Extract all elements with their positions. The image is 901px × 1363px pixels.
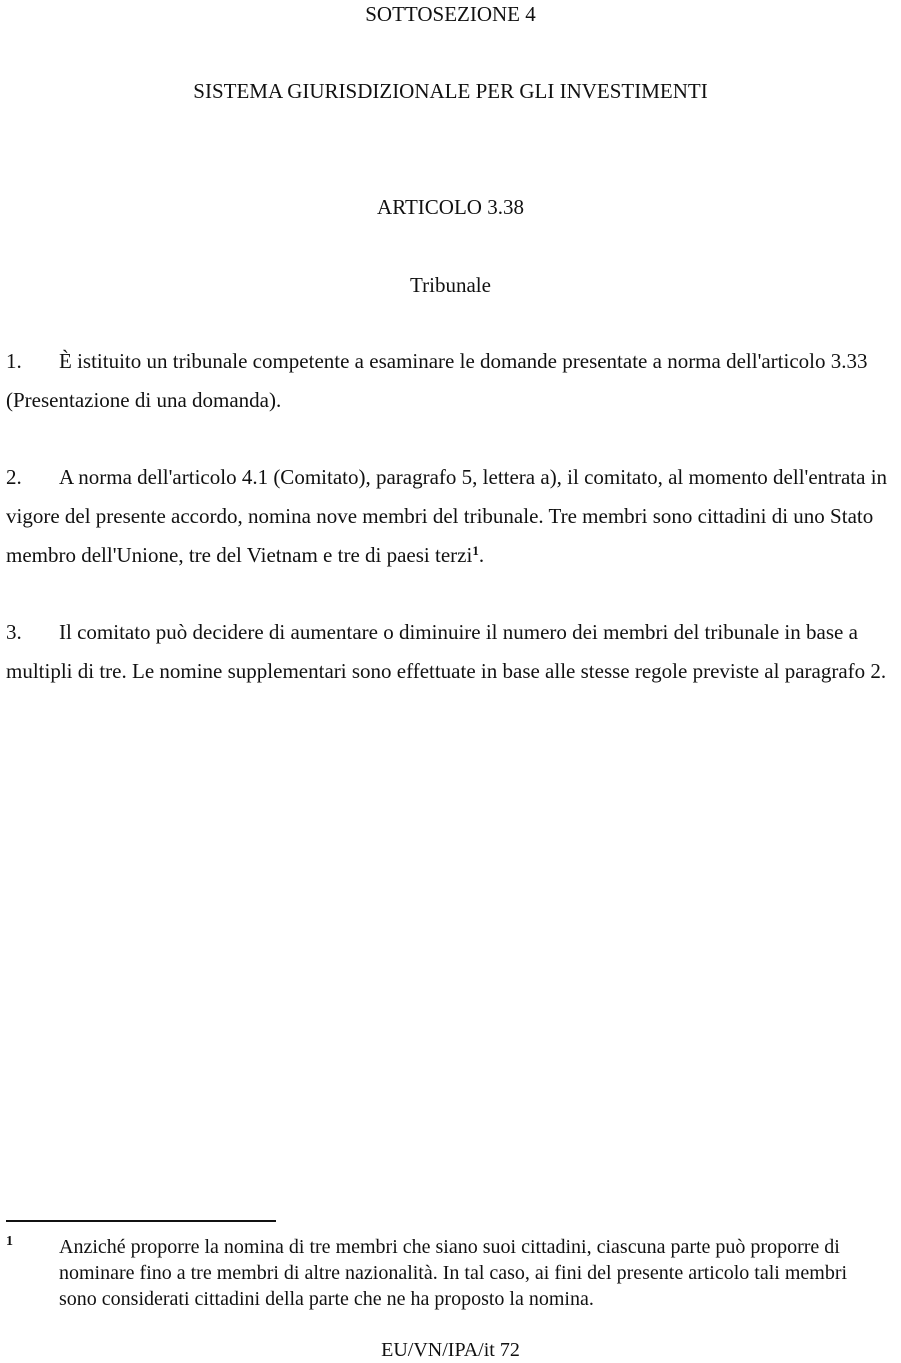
paragraph-number: 1. xyxy=(6,349,22,373)
subsection-heading: SOTTOSEZIONE 4 xyxy=(365,2,536,26)
paragraph-text: A norma dell'articolo 4.1 (Comitato), paragrafo 5, lettera a), il comitato, al momento dell'entrata in vigore del presente accordo, nomina nove membri del tribunale. Tre membri sono cittadini di uno Stato membro dell'Unione, tre del Vietnam e tre di paesi terzi xyxy=(6,465,888,567)
paragraph-3 xyxy=(6,613,901,691)
paragraph-1 xyxy=(6,342,901,420)
paragraph-text: Il comitato può decidere di aumentare o diminuire il numero dei membri del tribunale in base a multipli di tre. Le nomine supplementari sono effettuate in base alle stesse regole previste al paragrafo 2. xyxy=(6,620,887,683)
paragraph-text: È istituito un tribunale competente a esaminare le domande presentate a norma dell'articolo 3.33 (Presentazione di una domanda). xyxy=(6,349,868,412)
paragraph-2 xyxy=(6,458,901,575)
paragraph-text-tail: . xyxy=(478,543,485,567)
paragraph-number: 2. xyxy=(6,465,22,489)
paragraph-number: 3. xyxy=(6,620,22,644)
page-footer: EU/VN/IPA/it 72 xyxy=(381,1339,520,1361)
footnote-separator xyxy=(6,1220,276,1222)
subsection-title: SISTEMA GIURISDIZIONALE PER GLI INVESTIMENTI xyxy=(193,79,708,103)
article-title: Tribunale xyxy=(410,273,491,297)
footnote-number: 1 xyxy=(6,1234,13,1249)
footnote-reference[interactable]: 1 xyxy=(472,543,479,558)
footnote-text: Anziché proporre la nomina di tre membri che siano suoi cittadini, ciascuna parte può proporre di nominare fino a tre membri di altre nazionalità. In tal caso, ai fini del presente articolo tali membri sono considerati cittadini della parte che ne ha proposto la nomina. xyxy=(59,1236,848,1310)
article-number: ARTICOLO 3.38 xyxy=(377,195,524,219)
